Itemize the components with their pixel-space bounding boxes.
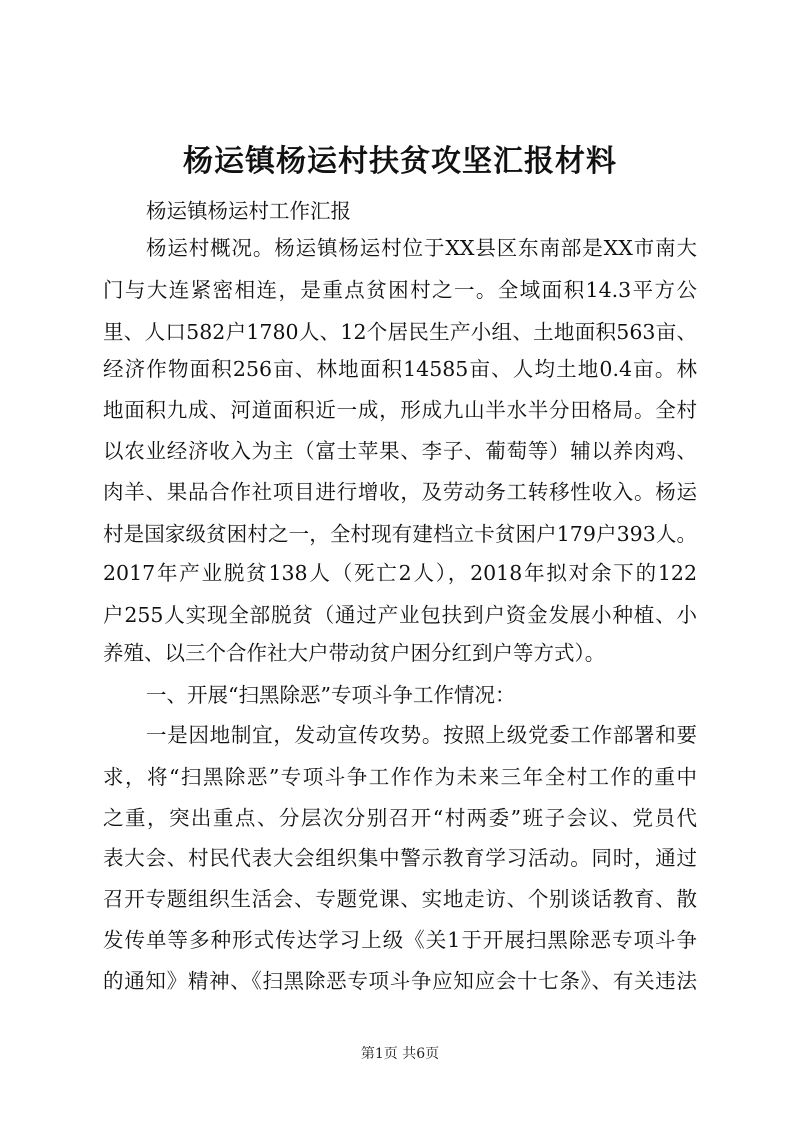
text-line: 表大会、村民代表大会组织集中警示教育学习活动。同时，通过 xyxy=(103,846,697,870)
text-line: 村是国家级贫困村之一，全村现有建档立卡贫困户179户393人。 xyxy=(103,522,697,546)
text-line: 以农业经济收入为主（富士苹果、李子、葡萄等）辅以养肉鸡、 xyxy=(103,439,697,463)
text-line: 户255人实现全部脱贫（通过产业包扶到户资金发展小种植、小 xyxy=(103,603,697,627)
document-title: 杨运镇杨运村扶贫攻坚汇报材料 xyxy=(183,144,617,179)
text-line: 经济作物面积256亩、林地面积14585亩、人均土地0.4亩。林 xyxy=(103,357,697,381)
text-line: 门与大连紧密相连，是重点贫困村之一。全域面积14.3平方公 xyxy=(103,278,697,302)
text-line: 地面积九成、河道面积近一成，形成九山半水半分田格局。全村 xyxy=(103,398,697,422)
text-line: 召开专题组织生活会、专题党课、实地走访、个别谈话教育、散 xyxy=(103,887,697,911)
section-heading: 一、开展“扫黑除恶”专项斗争工作情况： xyxy=(146,683,516,707)
text-line: 之重，突出重点、分层次分别召开“村两委”班子会议、党员代 xyxy=(103,806,697,830)
document-subtitle: 杨运镇杨运村工作汇报 xyxy=(146,199,351,223)
page-number: 第1页 共6页 xyxy=(360,1046,440,1062)
text-line: 里、人口582户1780人、12个居民生产小组、土地面积563亩、 xyxy=(103,320,697,344)
text-line: 的通知》精神、《扫黑除恶专项斗争应知应会十七条》、有关违法 xyxy=(103,969,697,993)
text-line: 一是因地制宜，发动宣传攻势。按照上级党委工作部署和要 xyxy=(146,723,697,747)
text-line: 发传单等多种形式传达学习上级《关1于开展扫黑除恶专项斗争 xyxy=(103,928,697,952)
text-line: 2017年产业脱贫138人（死亡2人），2018年拟对余下的122 xyxy=(103,561,697,585)
text-line: 求，将“扫黑除恶”专项斗争工作作为未来三年全村工作的重中 xyxy=(103,765,697,789)
text-line: 肉羊、果品合作社项目进行增收，及劳动务工转移性收入。杨运 xyxy=(103,480,697,504)
text-line: 杨运村概况。杨运镇杨运村位于XX县区东南部是XX市南大 xyxy=(146,236,697,260)
text-line: 养殖、以三个合作社大户带动贫户困分红到户等方式）。 xyxy=(103,641,606,665)
